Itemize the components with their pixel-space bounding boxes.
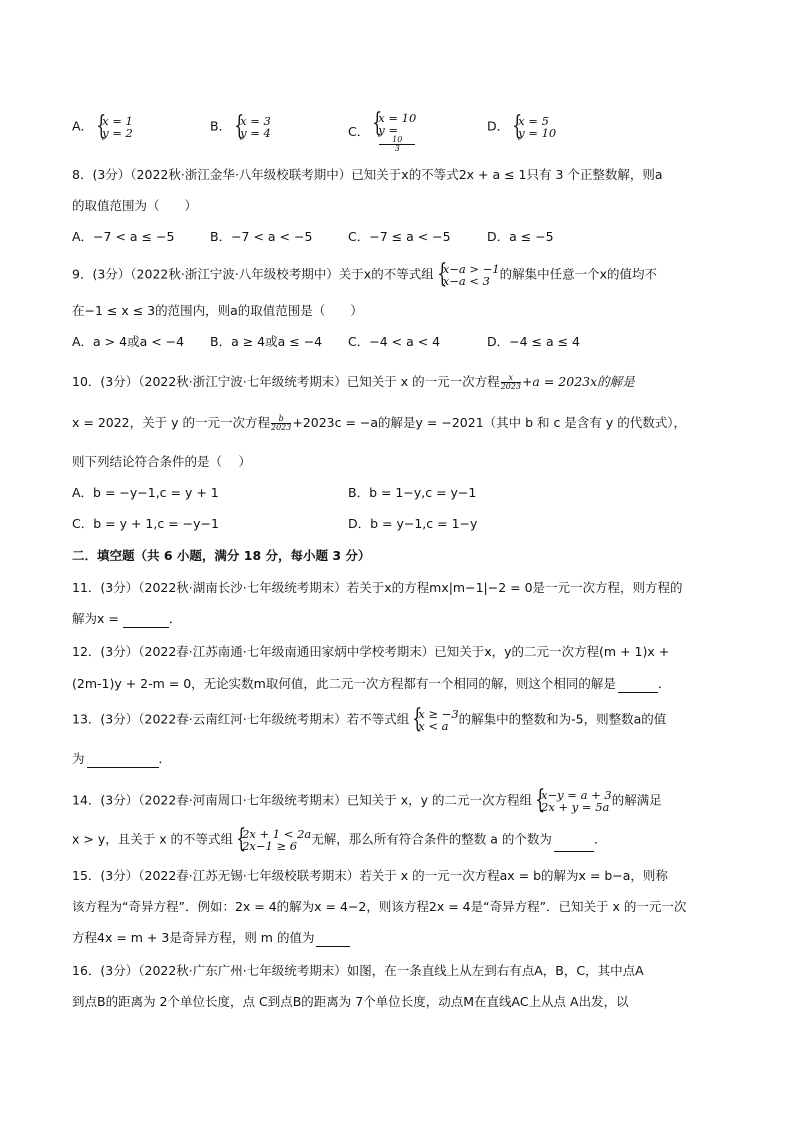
stem-text: x = 2022，关于 y 的一元一次方程 [72,415,270,430]
stem-text: 为 [72,751,85,766]
denominator: 3 [394,144,400,153]
fraction [501,374,521,391]
numerator: x [501,374,521,383]
q10-option-b: B．b = 1−y,c = y−1 [348,485,477,500]
equation: { x−y = a + 3 [541,788,612,802]
option-label: B． [210,118,232,134]
stem-text: +2023c = −a的解是y = −2021（其中 b 和 c 是含有 y 的代数式）， [292,415,686,430]
equation-system [511,115,556,139]
q15-stem-line3 [72,929,350,947]
stem-text: 13．(3分）（2022春·云南红河·七年级统考期末）若不等式组 [72,711,410,727]
answer-blank[interactable] [87,755,159,768]
stem-text: 的解集中的整数和为-5，则整数a的值 [458,711,667,727]
stem-text: ． [158,751,172,766]
inequality-system [411,708,458,732]
q9-option-c: C．−4 < a < 4 [348,334,441,349]
q12-stem-line2 [72,675,670,693]
answer-blank[interactable] [123,615,169,628]
stem-text: x > y，且关于 x 的不等式组 [72,831,234,847]
q15-stem-line1: 15．(3分）（2022春·江苏无锡·七年级校联考期末）若关于 x 的一元一次方程ax = b的解为x = b−a，则称 [72,868,668,883]
answer-blank[interactable] [554,839,594,852]
equation: y = 2 [102,126,133,140]
q7-option-b [210,115,271,139]
option-label: D． [487,118,510,134]
q7-option-d [487,115,556,139]
q8-option-c: C．−7 ≤ a < −5 [348,229,451,244]
q8-option-b: B．−7 < a < −5 [210,229,313,244]
q10-option-a: A．b = −y−1,c = y + 1 [72,485,219,500]
q10-stem-line2 [72,414,686,432]
q15-stem-line2: 该方程为“奇异方程”．例如：2x = 4的解为x = 4−2，则该方程2x = 4是“奇异方程”．已知关于 x 的一元一次 [72,899,687,914]
numerator: b [271,415,291,424]
q10-option-c: C．b = y + 1,c = −y−1 [72,516,219,531]
q11-stem-line2 [72,610,181,628]
q10-option-d: D．b = y−1,c = 1−y [348,516,478,531]
q9-option-b: B．a ≥ 4或a ≤ −4 [210,334,323,349]
inequality: 2x−1 ≥ 6 [242,839,298,853]
q14-stem-line2 [72,828,606,852]
inequality: { x ≥ −3 [418,707,459,721]
equation: { x = 3 [240,114,271,128]
equation: { x = 5 [518,114,549,128]
stem-text: ． [168,611,182,626]
equation: y = 10 [518,126,557,140]
q13-stem-line1 [72,708,666,732]
equation-system [95,115,133,139]
equation: { x = 1 [102,114,133,128]
q9-stem-line1 [72,263,657,287]
q16-stem-line2: 到点B的距离为 2个单位长度，点 C到点B的距离为 7个单位长度，动点M在直线AC上从点 A出发，以 [72,994,629,1009]
stem-text: 解为x = [72,611,119,626]
inequality-system [235,828,311,852]
answer-blank[interactable] [316,934,350,947]
stem-text: (2m-1)y + 2-m = 0，无论实数m取何值，此二元一次方程都有一个相同的解，则这个相同的解是 [72,676,616,691]
q14-stem-line1 [72,789,662,813]
stem-text: 14．(3分）（2022春·河南周口·七年级统考期末）已知关于 x，y 的二元一次方程组 [72,792,532,808]
q13-stem-line2 [72,750,171,768]
q7-option-c [348,112,416,153]
q9-option-a: A．a > 4或a < −4 [72,334,185,349]
equation-system [371,112,416,153]
stem-text: 9．(3分）（2022秋·浙江宁波·八年级校考期中）关于x的不等式组 [72,266,434,282]
q8-stem-line2: 的取值范围为（ ） [72,198,198,213]
q10-stem-line1 [72,373,635,391]
q7-option-a [72,115,133,139]
equation: 2x + y = 5a [541,800,610,814]
inequality: x < a [418,719,449,733]
equation [378,124,416,153]
q8-option-a: A．−7 < a ≤ −5 [72,229,175,244]
stem-text: 无解，那么所有符合条件的整数 a 的个数为 [311,831,552,847]
q9-option-d: D．−4 ≤ a ≤ 4 [487,334,581,349]
denominator: 2023 [270,423,292,432]
option-label: A． [72,118,94,134]
q12-stem-line1: 12．(3分）（2022春·江苏南通·七年级南通田家炳中学校考期末）已知关于x，y的二元一次方程(m + 1)x + [72,644,670,659]
inequality-system [436,263,500,287]
equation-system [534,789,612,813]
inequality: { x−a > −1 [442,262,500,276]
q9-stem-line2: 在−1 ≤ x ≤ 3的范围内，则a的取值范围是（ ） [72,303,363,318]
equation: { x = 10 [378,111,417,125]
q10-stem-line3: 则下列结论符合条件的是（ ） [72,454,251,469]
q8-option-d: D．a ≤ −5 [487,229,554,244]
stem-text: 的解满足 [611,792,662,808]
q11-stem-line1: 11．(3分）（2022秋·湖南长沙·七年级统考期末）若关于x的方程mx|m−1|−2 = 0是一元一次方程，则方程的 [72,580,683,595]
numerator: 10 [379,136,415,145]
option-label: C． [348,124,370,139]
inequality: { 2x + 1 < 2a [242,827,312,841]
section-heading: 二．填空题（共 6 小题，满分 18 分，每小题 3 分） [72,548,371,563]
denominator: 2023 [500,382,521,391]
equation-system [233,115,271,139]
fraction [271,415,291,432]
stem-text: ． [657,676,671,691]
equation-prefix: y = [378,123,399,137]
q8-stem-line1: 8．(3分）（2022秋·浙江金华·八年级校联考期中）已知关于x的不等式2x + a ≤ 1只有 3 个正整数解，则a [72,167,663,182]
answer-blank[interactable] [618,680,658,693]
equation-text: +a = 2023x的解是 [521,374,635,389]
stem-text: ． [593,831,607,847]
inequality: x−a < 3 [442,274,490,288]
equation: y = 4 [240,126,271,140]
stem-text: 方程4x = m + 3是奇异方程，则 m 的值为 [72,930,315,945]
stem-text: 10．(3分）（2022秋·浙江宁波·七年级统考期末）已知关于 x 的一元一次方程 [72,374,500,389]
stem-text: 的解集中任意一个x的值均不 [499,266,657,282]
q16-stem-line1: 16．(3分）（2022秋·广东广州·七年级统考期末）如图，在一条直线上从左到右有点A，B，C，其中点A [72,963,644,978]
fraction [379,136,415,153]
